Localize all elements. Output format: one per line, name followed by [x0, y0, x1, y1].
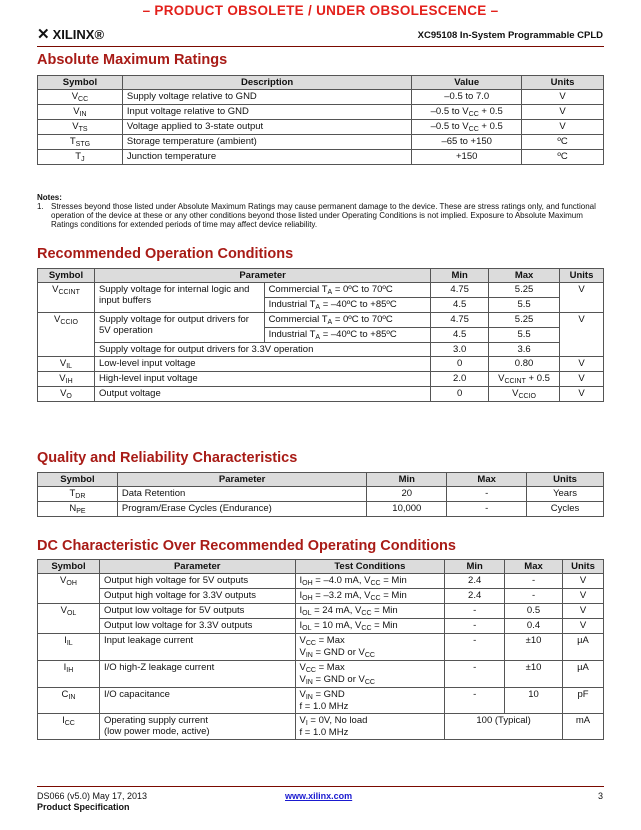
xilinx-website-link[interactable]: www.xilinx.com — [285, 791, 353, 801]
symbol-cell: $I_{CC}$ — [38, 714, 100, 740]
condition-cell: Industrial $T_A$ = –40ºC to +85ºC — [264, 298, 431, 313]
parameter-cell: Output low voltage for 5V outputs — [99, 604, 295, 619]
units-cell: V — [560, 283, 604, 313]
min-cell: 4.75 — [431, 283, 489, 298]
table-row — [38, 387, 604, 402]
value-cell: –65 to +150 — [412, 135, 522, 150]
table-row — [38, 313, 604, 328]
condition-cell: $V_I = 0V$, No load f = 1.0 MHz — [295, 714, 445, 740]
table-row — [38, 343, 604, 357]
units-cell: Years — [527, 487, 604, 502]
parameter-cell: Operating supply current (low power mode, active) — [99, 714, 295, 740]
min-cell: 2.0 — [431, 372, 489, 387]
table-header-row — [38, 560, 604, 574]
footer-doc-id: DS066 (v5.0) May 17, 2013 — [37, 791, 148, 801]
units-cell: V — [560, 357, 604, 372]
units-cell: V — [560, 313, 604, 357]
max-cell: - — [447, 502, 527, 517]
condition-cell: $I_{OH} = -3.2$ mA, $V_{CC}$ = Min — [295, 589, 445, 604]
table-row — [38, 574, 604, 589]
table-row — [38, 105, 604, 120]
page-number: 3 — [597, 791, 603, 801]
logo-text: XILINX® — [52, 27, 105, 42]
table-row — [38, 372, 604, 387]
parameter-cell: Supply voltage for output drivers for 3.3V operation — [94, 343, 430, 357]
parameter-cell: I/O capacitance — [99, 688, 295, 714]
max-cell: 0.5 — [505, 604, 563, 619]
parameter-cell: Input leakage current — [99, 634, 295, 661]
col-header: Symbol — [38, 76, 123, 90]
condition-cell: Commercial $T_A$ = 0ºC to 70ºC — [264, 283, 431, 298]
units-cell: V — [522, 105, 604, 120]
max-cell: 5.25 — [489, 313, 560, 328]
col-header: Parameter — [99, 560, 295, 574]
parameter-cell: Output voltage — [94, 387, 430, 402]
units-cell: V — [522, 90, 604, 105]
max-cell: 3.6 — [489, 343, 560, 357]
table-row — [38, 604, 604, 619]
description-cell: Voltage applied to 3-state output — [122, 120, 411, 135]
condition-cell: Commercial $T_A$ = 0ºC to 70ºC — [264, 313, 431, 328]
col-header: Units — [562, 560, 603, 574]
description-cell: Supply voltage relative to GND — [122, 90, 411, 105]
parameter-cell: High-level input voltage — [94, 372, 430, 387]
parameter-cell: I/O high-Z leakage current — [99, 661, 295, 688]
col-header: Min — [431, 269, 489, 283]
condition-cell: $V_{CC}$ = Max $V_{IN}$ = GND or $V_{CC}$ — [295, 661, 445, 688]
max-cell: 5.5 — [489, 328, 560, 343]
units-cell: pF — [562, 688, 603, 714]
table-row — [38, 688, 604, 714]
table-row — [38, 150, 604, 165]
table-row — [38, 90, 604, 105]
document-title: XC95108 In-System Programmable CPLD — [417, 30, 603, 41]
table-row — [38, 661, 604, 688]
symbol-cell: $V_{IL}$ — [38, 357, 95, 372]
symbol-cell: $N_{PE}$ — [38, 502, 118, 517]
symbol-cell: $V_{CCINT}$ — [38, 283, 95, 313]
rec-op-table — [37, 268, 604, 402]
symbol-cell: $V_{OH}$ — [38, 574, 100, 604]
col-header: Symbol — [38, 560, 100, 574]
footer-rule — [37, 786, 604, 787]
xilinx-logo — [37, 27, 104, 42]
symbol-cell: $V_{IN}$ — [38, 105, 123, 120]
min-cell: 4.75 — [431, 313, 489, 328]
parameter-cell: Program/Erase Cycles (Endurance) — [117, 502, 366, 517]
condition-cell: $V_{CC}$ = Max $V_{IN}$ = GND or $V_{CC}$ — [295, 634, 445, 661]
abs-max-heading: Absolute Maximum Ratings — [37, 52, 228, 68]
symbol-cell: $V_{IH}$ — [38, 372, 95, 387]
symbol-cell: $V_{CCIO}$ — [38, 313, 95, 357]
quality-table — [37, 472, 604, 517]
description-cell: Storage temperature (ambient) — [122, 135, 411, 150]
max-cell: $V_{CCIO}$ — [489, 387, 560, 402]
min-cell: 20 — [367, 487, 447, 502]
col-header: Max — [505, 560, 563, 574]
units-cell: ºC — [522, 135, 604, 150]
min-cell: - — [445, 619, 505, 634]
col-header: Parameter — [94, 269, 430, 283]
symbol-cell: $C_{IN}$ — [38, 688, 100, 714]
description-cell: Junction temperature — [122, 150, 411, 165]
max-cell: $V_{CCINT} + 0.5$ — [489, 372, 560, 387]
symbol-cell: $V_{TS}$ — [38, 120, 123, 135]
parameter-cell: Supply voltage for output drivers for 5V operation — [94, 313, 264, 343]
parameter-cell: Low-level input voltage — [94, 357, 430, 372]
symbol-cell: $T_{STG}$ — [38, 135, 123, 150]
units-cell: V — [562, 589, 603, 604]
units-cell: ºC — [522, 150, 604, 165]
col-header: Value — [412, 76, 522, 90]
max-cell: 0.4 — [505, 619, 563, 634]
min-cell: - — [445, 604, 505, 619]
obsolete-banner: – PRODUCT OBSOLETE / UNDER OBSOLESCENCE – — [142, 3, 499, 18]
max-cell: - — [447, 487, 527, 502]
parameter-cell: Output low voltage for 3.3V outputs — [99, 619, 295, 634]
condition-cell: $V_{IN}$ = GND f = 1.0 MHz — [295, 688, 445, 714]
col-header: Units — [522, 76, 604, 90]
max-cell: 5.5 — [489, 298, 560, 313]
units-cell: V — [562, 619, 603, 634]
max-cell: 10 — [505, 688, 563, 714]
units-cell: V — [560, 387, 604, 402]
header-rule — [37, 46, 604, 47]
table-row — [38, 487, 604, 502]
note-text: Stresses beyond those listed under Absolute Maximum Ratings may cause permanent damage to the device. These are stress ratings only, and functional operation of the device at these or any other conditions beyond those listed under Operating Conditions is not implied. Exposure to Absolute Maximum Ratings conditions for extended periods of time may affect device reliability. — [51, 202, 596, 229]
value-cell: –0.5 to $V_{CC} + 0.5$ — [412, 120, 522, 135]
condition-cell: Industrial $T_A$ = –40ºC to +85ºC — [264, 328, 431, 343]
min-cell: 4.5 — [431, 298, 489, 313]
condition-cell: $I_{OL} = 10$ mA, $V_{CC}$ = Min — [295, 619, 445, 634]
parameter-cell: Data Retention — [117, 487, 366, 502]
units-cell: Cycles — [527, 502, 604, 517]
min-cell: 2.4 — [445, 574, 505, 589]
description-cell: Input voltage relative to GND — [122, 105, 411, 120]
col-header: Symbol — [38, 269, 95, 283]
table-row — [38, 619, 604, 634]
abs-max-notes — [37, 193, 604, 229]
min-cell: 0 — [431, 357, 489, 372]
parameter-cell: Supply voltage for internal logic and input buffers — [94, 283, 264, 313]
table-row — [38, 502, 604, 517]
table-row — [38, 357, 604, 372]
min-cell: - — [445, 661, 505, 688]
rec-op-heading: Recommended Operation Conditions — [37, 246, 294, 262]
table-row — [38, 120, 604, 135]
table-row — [38, 589, 604, 604]
col-header: Units — [527, 473, 604, 487]
min-cell: 10,000 — [367, 502, 447, 517]
units-cell: V — [560, 372, 604, 387]
condition-cell: $I_{OH} = -4.0$ mA, $V_{CC}$ = Min — [295, 574, 445, 589]
units-cell: mA — [562, 714, 603, 740]
value-cell: –0.5 to $V_{CC} + 0.5$ — [412, 105, 522, 120]
units-cell: V — [562, 604, 603, 619]
symbol-cell: $I_{IL}$ — [38, 634, 100, 661]
table-row — [38, 714, 604, 740]
col-header: Min — [367, 473, 447, 487]
col-header: Max — [489, 269, 560, 283]
value-cell: +150 — [412, 150, 522, 165]
col-header: Min — [445, 560, 505, 574]
symbol-cell: $V_{CC}$ — [38, 90, 123, 105]
symbol-cell: $V_O$ — [38, 387, 95, 402]
symbol-cell: $T_J$ — [38, 150, 123, 165]
xilinx-logo-icon: ✕ — [37, 26, 50, 43]
max-cell: - — [505, 574, 563, 589]
max-cell: ±10 — [505, 634, 563, 661]
table-header-row — [38, 76, 604, 90]
table-row — [38, 283, 604, 298]
condition-cell: $I_{OL} = 24$ mA, $V_{CC}$ = Min — [295, 604, 445, 619]
table-header-row — [38, 269, 604, 283]
min-cell: 4.5 — [431, 328, 489, 343]
min-cell: 0 — [431, 387, 489, 402]
col-header: Max — [447, 473, 527, 487]
max-cell: 5.25 — [489, 283, 560, 298]
max-cell: ±10 — [505, 661, 563, 688]
col-header: Description — [122, 76, 411, 90]
note-item — [37, 202, 604, 229]
units-cell: V — [522, 120, 604, 135]
quality-heading: Quality and Reliability Characteristics — [37, 450, 298, 466]
units-cell: µA — [562, 634, 603, 661]
parameter-cell: Output high voltage for 5V outputs — [99, 574, 295, 589]
parameter-cell: Output high voltage for 3.3V outputs — [99, 589, 295, 604]
max-cell: 0.80 — [489, 357, 560, 372]
table-header-row — [38, 473, 604, 487]
table-row — [38, 135, 604, 150]
footer-doc-type: Product Specification — [37, 802, 130, 812]
min-cell: - — [445, 634, 505, 661]
units-cell: µA — [562, 661, 603, 688]
dc-heading: DC Characteristic Over Recommended Operating Conditions — [37, 538, 456, 554]
notes-title: Notes: — [37, 193, 62, 202]
value-cell: –0.5 to 7.0 — [412, 90, 522, 105]
units-cell: V — [562, 574, 603, 589]
symbol-cell: $V_{OL}$ — [38, 604, 100, 634]
table-row — [38, 634, 604, 661]
abs-max-table — [37, 75, 604, 165]
symbol-cell: $I_{IH}$ — [38, 661, 100, 688]
max-cell: - — [505, 589, 563, 604]
col-header: Parameter — [117, 473, 366, 487]
col-header: Units — [560, 269, 604, 283]
min-cell: 3.0 — [431, 343, 489, 357]
col-header: Symbol — [38, 473, 118, 487]
col-header: Test Conditions — [295, 560, 445, 574]
footer-doc-info — [37, 791, 147, 813]
note-number: 1. — [37, 202, 44, 211]
min-cell: - — [445, 688, 505, 714]
dc-table — [37, 559, 604, 740]
typical-cell: 100 (Typical) — [445, 714, 563, 740]
min-cell: 2.4 — [445, 589, 505, 604]
symbol-cell: $T_{DR}$ — [38, 487, 118, 502]
